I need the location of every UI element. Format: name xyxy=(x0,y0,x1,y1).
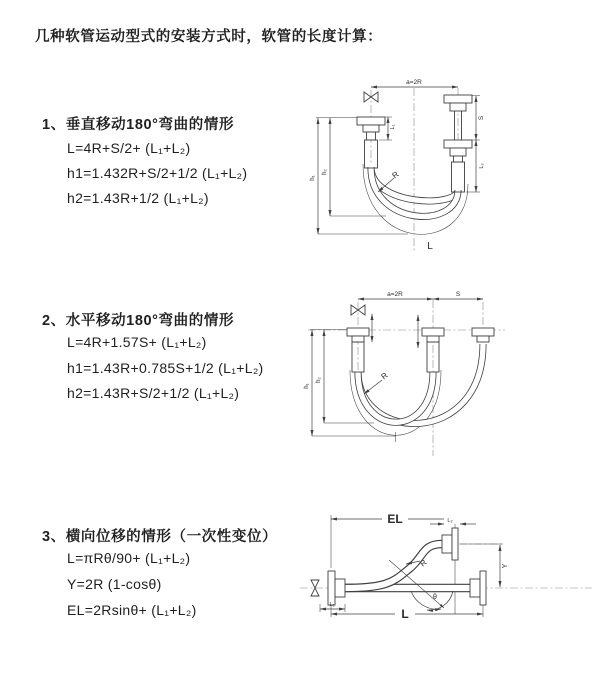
l2-label: L₂ xyxy=(479,163,485,169)
section2-formula-h2: h2=1.43R+S/2+1/2 (L₁+L₂) xyxy=(67,385,240,401)
dimension-span-a2r xyxy=(358,291,433,299)
h1-label: h₁ xyxy=(310,175,316,181)
section1-formula-h1: h1=1.432R+S/2+1/2 (L₁+L₂) xyxy=(67,165,248,181)
dimension-l xyxy=(331,607,483,621)
dimension-l2 xyxy=(430,515,476,524)
span-label: a=2R xyxy=(406,79,422,86)
radius-label: R xyxy=(418,557,429,569)
theta-label: θ xyxy=(433,594,437,601)
centerlines xyxy=(371,88,458,252)
upper-flange xyxy=(442,528,458,560)
dimension-s xyxy=(433,291,483,299)
h2-label: h₂ xyxy=(316,377,322,383)
l2-label: L₂ xyxy=(447,518,453,524)
s-label: S xyxy=(455,291,461,298)
fitting-length-dims xyxy=(372,314,418,348)
diagram-horizontal-180-bend xyxy=(300,284,592,470)
extension-lines xyxy=(320,515,483,617)
hose-curves xyxy=(363,164,468,234)
dimension-l1 xyxy=(320,602,345,609)
left-flange xyxy=(328,571,345,605)
braided-hose-right xyxy=(452,162,465,192)
radius-label: R xyxy=(390,169,401,181)
dimension-span-a2r xyxy=(371,79,458,87)
el-label: EL xyxy=(387,512,403,526)
dimension-s xyxy=(472,96,485,141)
hose-curves xyxy=(350,344,483,442)
span-label: a=2R xyxy=(387,291,403,298)
l1-label: L₁ xyxy=(390,124,396,130)
page-title: 几种软管运动型式的安装方式时，软管的长度计算： xyxy=(35,29,383,45)
section1-heading: 1、垂直移动180°弯曲的情形 xyxy=(42,117,235,133)
length-label: L xyxy=(427,241,433,252)
section3-heading: 3、横向位移的情形（一次性变位） xyxy=(42,529,278,545)
radius-leader xyxy=(364,371,390,394)
l1-label: L₁ xyxy=(329,602,335,608)
section1-formula-l: L=4R+S/2+ (L₁+L₂) xyxy=(67,140,191,156)
section3-formula-l: L=πRθ/90+ (L₁+L₂) xyxy=(67,550,191,566)
y-label: Y xyxy=(502,563,509,569)
dimension-h2 xyxy=(322,118,386,216)
diagram-vertical-180-bend xyxy=(308,72,594,266)
s-label: S xyxy=(478,115,485,121)
section2-formula-h1: h1=1.43R+0.785S+1/2 (L₁+L₂) xyxy=(67,360,264,376)
right-flange xyxy=(470,571,486,605)
h2-label: h₂ xyxy=(322,169,328,175)
right-fitting xyxy=(444,95,472,192)
h1-label: h₁ xyxy=(304,383,310,389)
right-fitting xyxy=(472,328,494,342)
section3-formula-el: EL=2Rsinθ+ (L₁+L₂) xyxy=(67,602,197,618)
section1-formula-h2: h2=1.43R+1/2 (L₁+L₂) xyxy=(67,190,209,206)
section3-formula-y: Y=2R (1-cosθ) xyxy=(67,576,162,592)
diagram-lateral-displacement xyxy=(294,488,598,670)
radius-label: R xyxy=(379,370,390,382)
section2-heading: 2、水平移动180°弯曲的情形 xyxy=(42,313,235,329)
length-label: L xyxy=(401,607,409,621)
section2-formula-l: L=4R+1.57S+ (L₁+L₂) xyxy=(67,334,207,350)
